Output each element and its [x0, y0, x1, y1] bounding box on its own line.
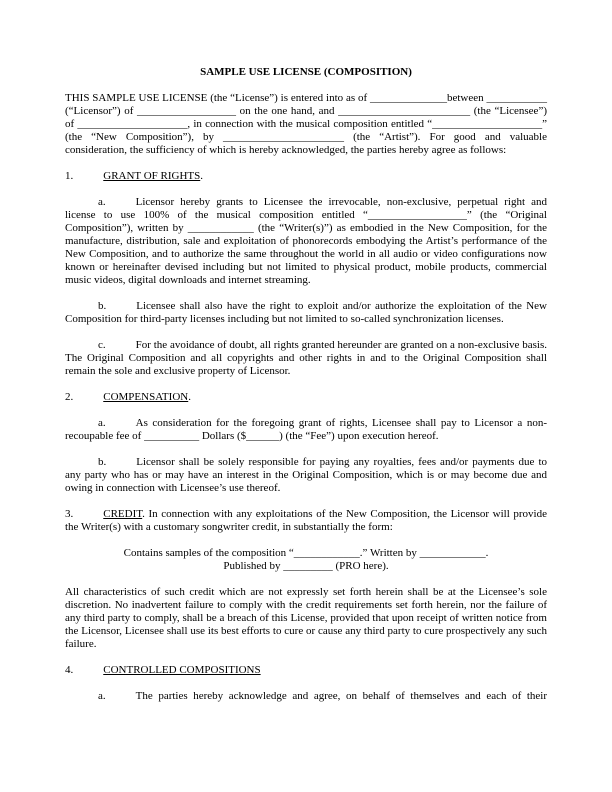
- section-2-heading-suffix: .: [188, 391, 191, 403]
- section-3-heading-paragraph: [65, 508, 547, 534]
- section-1-paragraph-b: [65, 300, 547, 326]
- section-1-heading-text: GRANT OF RIGHTS: [103, 170, 201, 182]
- section-3-number: 3.: [65, 508, 74, 520]
- paragraph-text: As consideration for the foregoing grant of rights, Licensee shall pay to Licensor a non-recoupable fee of __________ Dollars ($______) (the “Fee”) upon execution hereof.: [65, 417, 547, 442]
- paragraph-letter: c.: [98, 339, 106, 351]
- section-3-heading-text: CREDIT: [103, 508, 143, 520]
- paragraph-letter: b.: [98, 456, 107, 468]
- section-3-paragraph-text: . In connection with any exploitations of the New Composition, the Licensor will provide the Writer(s) with a customary songwriter credit, in substantially the form:: [65, 508, 547, 533]
- paragraph-text: For the avoidance of doubt, all rights granted hereunder are granted on a non-exclusive basis. The Original Composition and all copyrights and other rights in and to the Original Composition shall remain the sole and exclusive property of Licensor.: [65, 339, 547, 377]
- section-1-heading-suffix: .: [200, 170, 203, 182]
- section-1-number: 1.: [65, 170, 74, 182]
- section-4-heading: [65, 664, 547, 677]
- section-4-paragraph-a: [65, 690, 547, 703]
- section-4-number: 4.: [65, 664, 74, 676]
- document-title: SAMPLE USE LICENSE (COMPOSITION): [200, 66, 412, 78]
- credit-line-2: Published by _________ (PRO here).: [223, 560, 389, 572]
- paragraph-letter: a.: [98, 417, 106, 429]
- section-2-heading: [65, 391, 547, 404]
- paragraph-text: Licensor shall be solely responsible for paying any royalties, fees and/or payments due to any party who has or may have an interest in the Original Composition, which is or may become due and owing in connection with Licensee’s use thereof.: [65, 456, 547, 494]
- section-1-paragraph-c: [65, 339, 547, 378]
- credit-line-1: Contains samples of the composition “____________.” Written by ____________.: [123, 547, 489, 559]
- paragraph-text: The parties hereby acknowledge and agree, on behalf of themselves and each of their: [135, 690, 547, 702]
- section-2-number: 2.: [65, 391, 74, 403]
- paragraph-letter: b.: [98, 300, 107, 312]
- section-2-paragraph-a: [65, 417, 547, 443]
- paragraph-letter: a.: [98, 196, 106, 208]
- section-4-heading-text: CONTROLLED COMPOSITIONS: [103, 664, 261, 676]
- section-1-paragraph-a: [65, 196, 547, 287]
- paragraph-text: Licensor hereby grants to Licensee the irrevocable, non-exclusive, perpetual right and license to use 100% of the musical composition entitled “__________________” (the “Original Composition”), written by ____________ (the “Writer(s)”) as embodied in the New Composition, for the manufacture, distribution, sale and exploitation of phonorecords embodying the Artist’s performance of the New Composition, and to authorize the same throughout the world in all audio or video configurations now known or hereinafter devised including but not limited to physical product, mobile products, commercial music videos, digital downloads and internet streaming.: [65, 196, 547, 286]
- section-1-heading: [65, 170, 547, 183]
- section-2-paragraph-b: [65, 456, 547, 495]
- credit-terms-paragraph: All characteristics of such credit which are not expressly set forth herein shall be at the Licensee’s sole discretion. No inadvertent failure to comply with the credit requirements set forth herein, nor the failure of any third party to comply, shall be a breach of this License, provided that upon receipt of written notice from the Licensor, Licensee shall use its best efforts to cure or cause any third party to cure prospectively any such failure.: [65, 586, 547, 650]
- paragraph-text: Licensee shall also have the right to exploit and/or authorize the exploitation of the New Composition for third-party licenses including but not limited to so-called synchronization licenses.: [65, 300, 547, 325]
- section-2-heading-text: COMPENSATION: [103, 391, 189, 403]
- paragraph-letter: a.: [98, 690, 106, 702]
- intro-paragraph: THIS SAMPLE USE LICENSE (the “License”) is entered into as of ______________between ___________ (“Licensor”) of __________________ on the one hand, and ________________________ (the “Licensee”) of ____________________, in connection with the musical composition entitled “____________________” (the “New Composition”), by ______________________ (the “Artist”). For good and valuable consideration, the sufficiency of which is hereby acknowledged, the parties hereby agree as follows:: [65, 92, 547, 156]
